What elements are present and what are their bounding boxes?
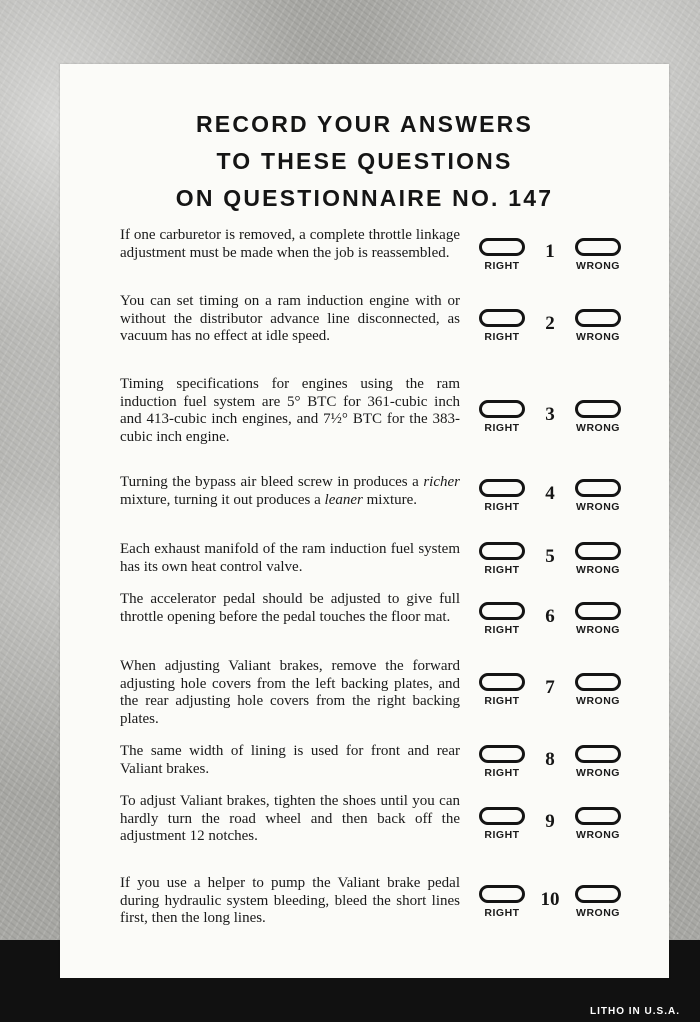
right-bubble-1[interactable]: [479, 238, 525, 256]
wrong-bubble-9[interactable]: [575, 807, 621, 825]
right-label-8: RIGHT: [484, 767, 520, 779]
wrong-bubble-8[interactable]: [575, 745, 621, 763]
wrong-label-1: WRONG: [576, 260, 620, 272]
question-text-4-part-c: mixture.: [362, 491, 418, 508]
question-number-3: 3: [545, 404, 555, 425]
question-text-1: If one carburetor is removed, a complete throttle linkage adjustment must be made when the job is reassembled.: [120, 227, 460, 261]
question-text-4-emphasis-richer: richer: [423, 474, 460, 490]
wrong-bubble-6[interactable]: [575, 602, 621, 620]
right-option-1[interactable]: [472, 238, 532, 272]
question-text-8: The same width of lining is used for front and rear Valiant brakes.: [120, 743, 460, 777]
litho-imprint: LITHO IN U.S.A.: [590, 1006, 680, 1017]
right-label-7: RIGHT: [484, 695, 520, 707]
wrong-option-6[interactable]: [568, 602, 628, 636]
wrong-bubble-5[interactable]: [575, 542, 621, 560]
right-bubble-4[interactable]: [479, 479, 525, 497]
question-number-9: 9: [545, 811, 555, 832]
right-label-2: RIGHT: [484, 331, 520, 343]
right-label-9: RIGHT: [484, 829, 520, 841]
question-text-5: Each exhaust manifold of the ram induction fuel system has its own heat control valve.: [120, 541, 460, 575]
question-text-4-part-a: Turning the bypass air bleed screw in produces a: [120, 474, 424, 490]
wrong-option-1[interactable]: [568, 238, 628, 272]
right-option-7[interactable]: [472, 673, 532, 707]
wrong-bubble-1[interactable]: [575, 238, 621, 256]
page-title: [60, 106, 669, 217]
right-bubble-7[interactable]: [479, 673, 525, 691]
right-bubble-10[interactable]: [479, 885, 525, 903]
right-bubble-5[interactable]: [479, 542, 525, 560]
question-number-4: 4: [545, 483, 555, 504]
wrong-label-6: WRONG: [576, 624, 620, 636]
question-text-4-part-b: mixture, turning it out produces a: [120, 491, 325, 508]
wrong-option-7[interactable]: [568, 673, 628, 707]
right-label-10: RIGHT: [484, 907, 520, 919]
question-number-2: 2: [545, 313, 555, 334]
question-number-6: 6: [545, 606, 555, 627]
wrong-label-10: WRONG: [576, 907, 620, 919]
right-option-9[interactable]: [472, 807, 532, 841]
question-text-6: The accelerator pedal should be adjusted to give full throttle opening before the pedal touches the floor mat.: [120, 591, 460, 625]
wrong-bubble-3[interactable]: [575, 400, 621, 418]
title-line-1: RECORD YOUR ANSWERS: [196, 111, 533, 137]
right-option-4[interactable]: [472, 479, 532, 513]
wrong-bubble-7[interactable]: [575, 673, 621, 691]
question-text-4-emphasis-leaner: leaner: [324, 491, 363, 508]
wrong-option-8[interactable]: [568, 745, 628, 779]
question-number-5: 5: [545, 546, 555, 567]
right-bubble-6[interactable]: [479, 602, 525, 620]
question-text-4: [120, 474, 460, 509]
wrong-label-8: WRONG: [576, 767, 620, 779]
question-text-2: You can set timing on a ram induction engine with or without the distributor advance line disconnected, as vacuum has no effect at idle speed.: [120, 293, 460, 344]
wrong-option-4[interactable]: [568, 479, 628, 513]
right-label-1: RIGHT: [484, 260, 520, 272]
wrong-label-2: WRONG: [576, 331, 620, 343]
question-number-7: 7: [545, 677, 555, 698]
wrong-label-9: WRONG: [576, 829, 620, 841]
wrong-option-2[interactable]: [568, 309, 628, 343]
right-option-2[interactable]: [472, 309, 532, 343]
wrong-option-5[interactable]: [568, 542, 628, 576]
question-text-10: If you use a helper to pump the Valiant brake pedal during hydraulic system bleeding, bleed the short lines first, then the long lines.: [120, 875, 460, 926]
question-number-8: 8: [545, 749, 555, 770]
wrong-option-10[interactable]: [568, 885, 628, 919]
right-label-5: RIGHT: [484, 564, 520, 576]
wrong-option-9[interactable]: [568, 807, 628, 841]
right-label-4: RIGHT: [484, 501, 520, 513]
wrong-label-7: WRONG: [576, 695, 620, 707]
wrong-bubble-2[interactable]: [575, 309, 621, 327]
question-number-10: 10: [540, 889, 560, 910]
right-option-3[interactable]: [472, 400, 532, 434]
answer-sheet: [60, 64, 669, 978]
question-text-9: To adjust Valiant brakes, tighten the shoes until you can hardly turn the road wheel and then back off the adjustment 12 notches.: [120, 793, 460, 844]
question-text-3: Timing specifications for engines using the ram induction fuel system are 5° BTC for 361-cubic inch and 413-cubic inch engines, and 7½° BTC for the 383-cubic inch engine.: [120, 376, 460, 445]
right-label-6: RIGHT: [484, 624, 520, 636]
title-line-3: ON QUESTIONNAIRE NO. 147: [175, 185, 554, 211]
question-text-7: When adjusting Valiant brakes, remove the forward adjusting hole covers from the left backing plates, and the rear adjusting hole covers from the right backing plates.: [120, 658, 460, 727]
right-option-10[interactable]: [472, 885, 532, 919]
wrong-label-3: WRONG: [576, 422, 620, 434]
wrong-bubble-4[interactable]: [575, 479, 621, 497]
right-option-8[interactable]: [472, 745, 532, 779]
question-number-1: 1: [545, 241, 555, 262]
right-bubble-2[interactable]: [479, 309, 525, 327]
wrong-option-3[interactable]: [568, 400, 628, 434]
right-option-5[interactable]: [472, 542, 532, 576]
right-label-3: RIGHT: [484, 422, 520, 434]
wrong-bubble-10[interactable]: [575, 885, 621, 903]
right-bubble-9[interactable]: [479, 807, 525, 825]
wrong-label-4: WRONG: [576, 501, 620, 513]
wrong-label-5: WRONG: [576, 564, 620, 576]
right-bubble-3[interactable]: [479, 400, 525, 418]
right-bubble-8[interactable]: [479, 745, 525, 763]
title-line-2: TO THESE QUESTIONS: [216, 148, 513, 174]
right-option-6[interactable]: [472, 602, 532, 636]
